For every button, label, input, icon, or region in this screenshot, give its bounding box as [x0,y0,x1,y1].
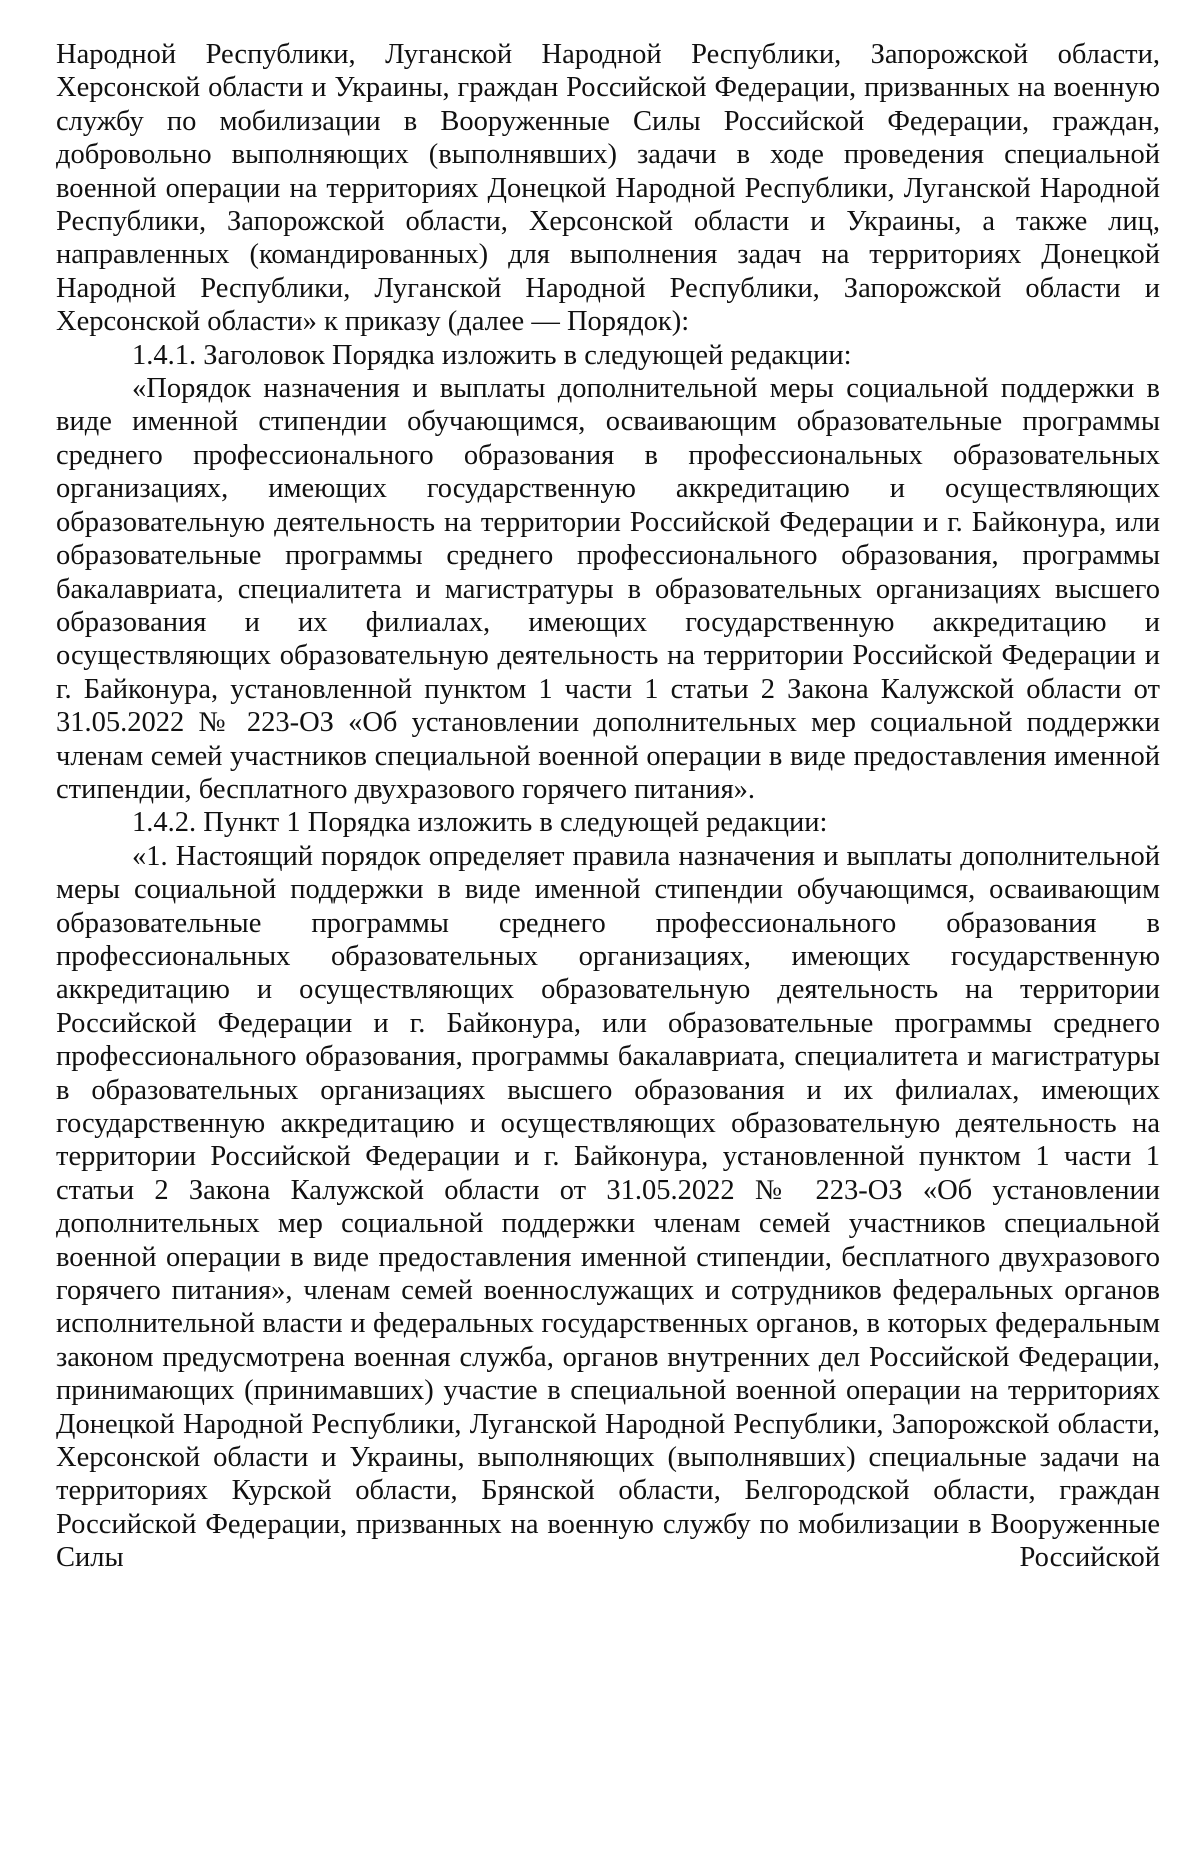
paragraph-1-4-2: 1.4.2. Пункт 1 Порядка изложить в следующей редакции: [132,807,828,839]
paragraph-clause-1: «1. Настоящий порядок определяет правила назначения и выплаты дополнительной меры социальной поддержки в виде именной стипендии обучающимся, осваивающим образовательные программы среднего профессионального образования в профессиональных образовательных организациях, имеющих государственную аккредитацию и осуществляющих образовательную деятельность на территории Российской Федерации и г. Байконура, или образовательные программы среднего профессионального образования, программы бакалавриата, специалитета и магистратуры в образовательных организациях высшего образования и их филиалах, имеющих государственную аккредитацию и осуществляющих образовательную деятельность на территории Российской Федерации и г. Байконура, установленной пунктом 1 части 1 статьи 2 Закона Калужской области от 31.05.2022 № 223-ОЗ «Об установлении дополнительных мер социальной поддержки членам семей участников специальной военной операции в виде предоставления именной стипендии, бесплатного двухразового горячего питания», членам семей военнослужащих и сотрудников федеральных органов исполнительной власти и федеральных государственных органов, в которых федеральным законом предусмотрена военная служба, органов внутренних дел Российской Федерации, принимающих (принимавших) участие в специальной военной операции на территориях Донецкой Народной Республики, Луганской Народной Республики, Запорожской области, Херсонской области и Украины, выполняющих (выполнявших) специальные задачи на территориях Курской области, Брянской области, Белгородской области, граждан Российской Федерации, призванных на военную службу по мобилизации в Вооруженные Силы Российской [56,840,1160,1574]
paragraph-continuation: Народной Республики, Луганской Народной Республики, Запорожской области, Херсонской области и Украины, граждан Российской Федерации, призванных на военную службу по мобилизации в Вооруженные Силы Российской Федерации, граждан, добровольно выполняющих (выполнявших) задачи в ходе проведения специальной военной операции на территориях Донецкой Народной Республики, Луганской Народной Республики, Запорожской области, Херсонской области и Украины, а также лиц, направленных (командированных) для выполнения задач на территориях Донецкой Народной Республики, Луганской Народной Республики, Запорожской области и Херсонской области» к приказу (далее — Порядок): [56,39,1160,338]
paragraph-order-title: «Порядок назначения и выплаты дополнительной меры социальной поддержки в виде именной стипендии обучающимся, осваивающим образовательные программы среднего профессионального образования в профессиональных образовательных организациях, имеющих государственную аккредитацию и осуществляющих образовательную деятельность на территории Российской Федерации и г. Байконура, или образовательные программы среднего профессионального образования, программы бакалавриата, специалитета и магистратуры в образовательных организациях высшего образования и их филиалах, имеющих государственную аккредитацию и осуществляющих образовательную деятельность на территории Российской Федерации и г. Байконура, установленной пунктом 1 части 1 статьи 2 Закона Калужской области от 31.05.2022 № 223-ОЗ «Об установлении дополнительных мер социальной поддержки членам семей участников специальной военной операции в виде предоставления именной стипендии, бесплатного двухразового горячего питания». [56,373,1160,805]
paragraph-1-4-1: 1.4.1. Заголовок Порядка изложить в следующей редакции: [132,339,852,371]
document-body [56,38,1160,1575]
